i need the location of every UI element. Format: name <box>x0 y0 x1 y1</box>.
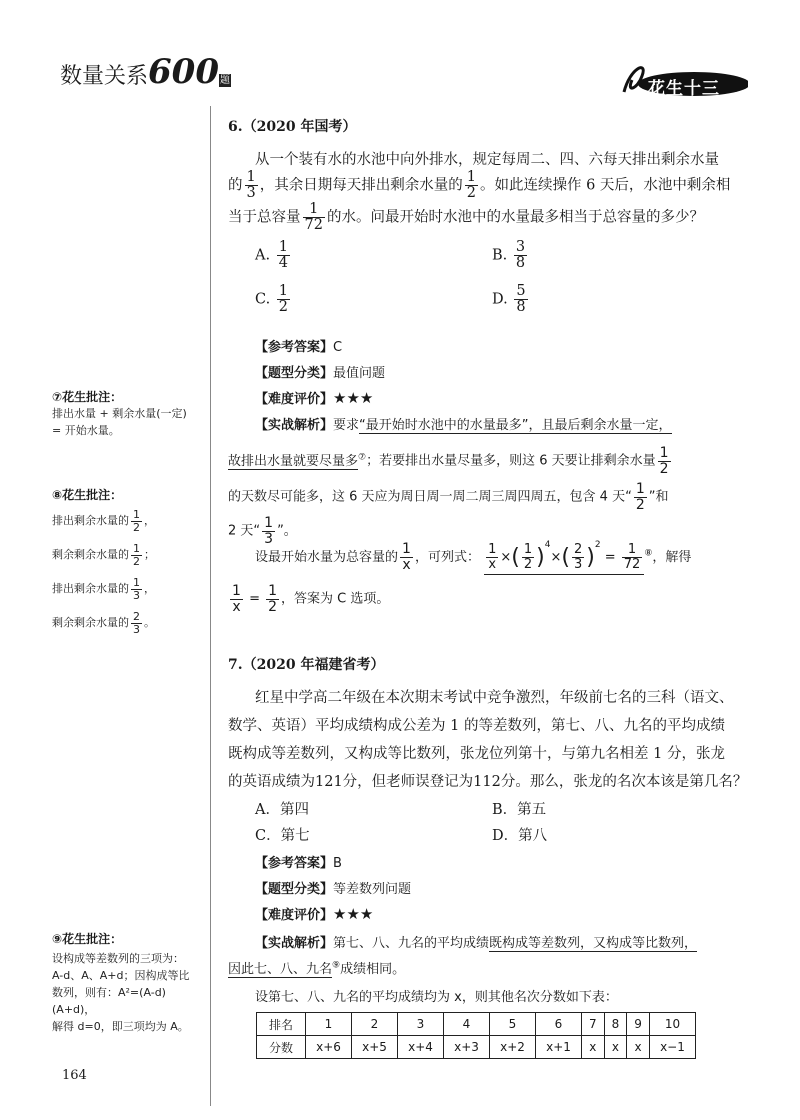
analysis-text: ，解得 <box>652 550 692 565</box>
q6-option-b <box>492 240 529 271</box>
option-letter: C. <box>255 291 271 308</box>
times-sign: × <box>550 550 562 565</box>
num: 1 <box>466 169 476 185</box>
q6-stem-text-3b: 的水。问最开始时水池中的水量最多相当于总容量的多少？ <box>326 209 704 226</box>
q7-stem-line-4: 的英语成绩为121分，但老师误登记为112分。那么，张龙的名次本该是第几名？ <box>228 774 748 790</box>
difficulty-label: 【难度评价】 <box>255 392 334 407</box>
fraction-2-3 <box>572 543 584 571</box>
table-cell: x <box>582 1036 605 1059</box>
den: x <box>488 557 497 572</box>
table-cell: x+5 <box>352 1036 398 1059</box>
note-text: ， <box>144 514 155 528</box>
table-cell: 7 <box>582 1013 605 1036</box>
den: 3 <box>246 185 256 202</box>
type-value: 最值问题 <box>333 366 386 381</box>
note-line: 排出水量 + 剩余水量(一定) <box>52 407 187 420</box>
type-label: 【题型分类】 <box>255 366 334 381</box>
fraction-1-2 <box>277 284 290 315</box>
den: 2 <box>133 554 140 568</box>
equals-sign: = <box>604 550 616 565</box>
fraction-1-72 <box>303 202 325 233</box>
table-header-rank: 排名 <box>257 1013 306 1036</box>
analysis-text: 成绩相同。 <box>340 962 406 977</box>
q6-analysis-line-1 <box>255 414 672 433</box>
num: 1 <box>278 239 288 255</box>
q6-stem-text-2c: 。如此连续操作 6 天后，水池中剩余相 <box>479 177 731 194</box>
fraction-2-3 <box>131 611 142 635</box>
times-sign: × <box>500 550 512 565</box>
page-number: 164 <box>62 1068 87 1083</box>
analysis-text-underlined: “最开始时水池中的水量最多” <box>359 418 529 433</box>
equation <box>484 540 644 575</box>
q7-answer <box>255 852 342 871</box>
brand-logo <box>620 58 748 98</box>
score-table <box>256 1012 696 1059</box>
fraction-1-x <box>400 542 413 572</box>
fraction-1-3 <box>245 170 258 201</box>
type-label: 【题型分类】 <box>255 882 334 897</box>
q7-option-a: A．第四 <box>255 802 309 818</box>
table-cell: 1 <box>306 1013 352 1036</box>
fraction-1-72 <box>622 543 643 571</box>
brand-name: 花生十三 <box>648 79 720 99</box>
num: 1 <box>133 542 140 555</box>
table-cell: x <box>604 1036 627 1059</box>
note-title: ⑨花生批注： <box>52 932 123 946</box>
num: 1 <box>659 445 669 461</box>
table-cell: 5 <box>490 1013 536 1036</box>
den: 8 <box>516 299 526 316</box>
answer-value: B <box>333 856 342 871</box>
table-cell: 2 <box>352 1013 398 1036</box>
q6-analysis-line-3 <box>228 482 668 512</box>
num: 1 <box>488 542 497 558</box>
fraction-1-x <box>486 543 498 571</box>
answer-label: 【参考答案】 <box>255 856 334 871</box>
header-title-prefix: 数量关系 <box>60 64 149 89</box>
analysis-text: 设最开始水量为总容量的 <box>255 550 399 565</box>
paren-open: ( <box>561 545 570 570</box>
q7-analysis-line-1 <box>255 932 697 951</box>
note-text: ； <box>144 548 155 562</box>
fraction-1-2 <box>658 446 671 476</box>
analysis-text: ，答案为 C 选项。 <box>281 591 390 607</box>
table-cell: 9 <box>627 1013 650 1036</box>
q6-analysis-line-6 <box>228 584 389 614</box>
q7-title: 7.（2020 年福建省考） <box>228 657 385 673</box>
table-cell: 6 <box>536 1013 582 1036</box>
q7-analysis-line-2 <box>228 958 405 977</box>
analysis-label: 【实战解析】 <box>255 936 334 951</box>
num: 2 <box>573 542 583 558</box>
q7-type <box>255 878 411 897</box>
answer-value: C <box>333 340 343 355</box>
num: 1 <box>523 542 533 558</box>
num: 3 <box>515 239 526 255</box>
fraction-1-2 <box>465 170 478 201</box>
analysis-label: 【实战解析】 <box>255 418 334 433</box>
q7-option-d: D．第八 <box>492 828 548 844</box>
note-8 <box>52 486 202 645</box>
note-line: 解得 d=0，即三项均为 A。 <box>52 1020 189 1033</box>
den: 2 <box>466 185 476 202</box>
note-9 <box>52 930 207 1035</box>
analysis-text: ”。 <box>277 523 297 539</box>
analysis-text: 第七、八、九名的平均成绩 <box>333 936 490 951</box>
q7-analysis-line-3: 设第七、八、九名的平均成绩均为 x，则其他名次分数如下表： <box>255 990 618 1005</box>
den: 72 <box>623 557 641 572</box>
note-text: 剩余剩余水量的 <box>52 548 129 562</box>
analysis-text: 的天数尽可能多，这 6 天应为周日周一周二周三周四周五，包含 4 天“ <box>228 489 632 505</box>
num: 1 <box>303 202 325 218</box>
fraction-5-8 <box>514 284 527 315</box>
note-ref-8: ⑧ <box>644 548 653 559</box>
fraction-1-2 <box>522 543 534 571</box>
q6-stem-text-3a: 当于总容量 <box>228 209 301 226</box>
note-line: 设构成等差数列的三项为： <box>52 952 184 965</box>
num: 5 <box>516 283 526 299</box>
table-header-score: 分数 <box>257 1036 306 1059</box>
note-line <box>52 577 202 611</box>
fraction-1-4 <box>277 240 290 271</box>
den: 2 <box>659 460 669 477</box>
difficulty-stars: ★★★ <box>333 389 374 407</box>
fraction-1-2 <box>131 509 142 533</box>
table-cell: x+3 <box>444 1036 490 1059</box>
analysis-text: ”和 <box>648 489 669 505</box>
q7-option-b: B．第五 <box>492 802 547 818</box>
note-title: ⑧花生批注： <box>52 488 123 502</box>
note-line <box>52 611 202 645</box>
answer-label: 【参考答案】 <box>255 340 334 355</box>
den: 2 <box>635 496 645 513</box>
analysis-text-underlined: 因此七、八、九名 <box>228 962 333 977</box>
den: 4 <box>278 255 288 272</box>
q6-answer <box>255 336 342 355</box>
table-cell: x+4 <box>398 1036 444 1059</box>
q7-option-c: C．第七 <box>255 828 310 844</box>
note-7 <box>52 388 202 439</box>
equals-sign: = <box>249 591 260 607</box>
paren-term: ( <box>511 545 520 570</box>
table-cell: 3 <box>398 1013 444 1036</box>
fraction-1-2 <box>266 584 279 614</box>
table-row-rank <box>257 1013 696 1036</box>
table-cell: x+1 <box>536 1036 582 1059</box>
q7-stem-line-2: 数学、英语）平均成绩构成公差为 1 的等差数列，第七、八、九名的平均成绩 <box>228 718 725 734</box>
analysis-text: ；若要排出水量尽量多，则这 6 天要让排剩余水量 <box>366 453 656 469</box>
note-line <box>52 509 202 543</box>
q6-analysis-line-5 <box>255 540 691 575</box>
q6-stem-line-3 <box>228 202 704 233</box>
note-ref-9: ⑨ <box>332 960 341 971</box>
header-title-suffix: 题 <box>220 75 230 86</box>
q7-stem-line-3: 既构成等差数列，又构成等比数列，张龙位列第十，与第九名相差 1 分，张龙 <box>228 746 725 762</box>
note-line: A-d、A、A+d；因构成等比 <box>52 969 190 982</box>
table-cell: x+6 <box>306 1036 352 1059</box>
note-ref-7: ⑦ <box>358 452 367 463</box>
difficulty-label: 【难度评价】 <box>255 908 334 923</box>
den: 72 <box>304 217 323 234</box>
note-line: = 开始水量。 <box>52 424 120 437</box>
margin-divider <box>210 106 211 1106</box>
q7-difficulty <box>255 904 373 923</box>
q6-stem-text-1: 从一个装有水的水池中向外排水，规定每周二、四、六每天排出剩余水量 <box>255 152 719 168</box>
analysis-text: 要求 <box>333 418 360 433</box>
table-cell: 10 <box>649 1013 695 1036</box>
q6-stem-text-2a: 的 <box>228 177 243 194</box>
q6-stem-line-2 <box>228 170 730 201</box>
den: 3 <box>573 557 583 572</box>
num: 1 <box>246 169 256 185</box>
table-row-score <box>257 1036 696 1059</box>
q6-type <box>255 362 385 381</box>
analysis-text-underlined: 故排出水量就要尽量多 <box>228 453 359 469</box>
num: 2 <box>133 610 140 623</box>
note-text: 剩余剩余水量的 <box>52 616 129 630</box>
difficulty-stars: ★★★ <box>333 905 374 923</box>
analysis-text-underlined: ，且最后剩余水量一定， <box>528 418 672 433</box>
q6-option-d <box>492 284 530 315</box>
q6-analysis-line-2 <box>228 446 673 476</box>
table-cell: 4 <box>444 1013 490 1036</box>
num: 1 <box>402 541 411 558</box>
fraction-1-x <box>230 584 243 614</box>
table-cell: x <box>627 1036 650 1059</box>
den: 2 <box>268 598 278 615</box>
q6-stem-text-2b: ，其余日期每天排出剩余水量的 <box>259 177 463 194</box>
q6-title: 6.（2020 年国考） <box>228 119 357 135</box>
num: 1 <box>133 576 140 589</box>
den: x <box>232 598 241 615</box>
q6-difficulty <box>255 388 373 407</box>
den: 2 <box>278 299 289 316</box>
num: 1 <box>278 283 289 299</box>
note-line: 数列，则有：A²=(A-d)(A+d)， <box>52 986 166 1016</box>
fraction-3-8 <box>514 240 527 271</box>
option-letter: D. <box>492 291 508 308</box>
analysis-text-underlined: 既构成等差数列，又构成等比数列， <box>489 936 698 951</box>
den: 3 <box>133 588 140 602</box>
note-text: 排出剩余水量的 <box>52 514 129 528</box>
q6-option-c <box>255 284 292 315</box>
note-line <box>52 543 202 577</box>
fraction-1-3 <box>131 577 142 601</box>
paren-close: ) <box>536 545 545 570</box>
fraction-1-2 <box>131 543 142 567</box>
type-value: 等差数列问题 <box>333 882 412 897</box>
num: 1 <box>268 583 278 599</box>
num: 1 <box>264 515 274 531</box>
option-letter: B. <box>492 247 508 264</box>
num: 1 <box>232 583 241 599</box>
den: 3 <box>264 530 274 547</box>
den: x <box>402 557 411 573</box>
den: 2 <box>523 557 533 572</box>
paren-close: ) <box>586 545 595 570</box>
exponent: 4 <box>544 540 551 550</box>
note-text: 。 <box>144 616 155 630</box>
den: 8 <box>515 255 526 272</box>
analysis-text: 2 天“ <box>228 523 261 539</box>
table-cell: x+2 <box>490 1036 536 1059</box>
exponent: 2 <box>594 540 601 550</box>
table-cell: x−1 <box>649 1036 695 1059</box>
option-letter: A. <box>255 247 271 264</box>
analysis-text: ，可列式： <box>414 550 480 565</box>
note-title: ⑦花生批注： <box>52 390 123 404</box>
num: 1 <box>635 481 645 497</box>
note-text: 排出剩余水量的 <box>52 582 129 596</box>
num: 1 <box>133 508 140 521</box>
header-title-number: 600 <box>148 52 219 92</box>
note-text: ， <box>144 582 155 596</box>
table-cell: 8 <box>604 1013 627 1036</box>
q7-stem-line-1: 红星中学高二年级在本次期末考试中竞争激烈，年级前七名的三科（语文、 <box>255 690 734 706</box>
den: 2 <box>133 520 140 534</box>
header-title <box>60 52 231 92</box>
fraction-1-2 <box>634 482 647 512</box>
num: 1 <box>622 543 643 558</box>
den: 3 <box>133 622 140 636</box>
q6-option-a <box>255 240 292 271</box>
